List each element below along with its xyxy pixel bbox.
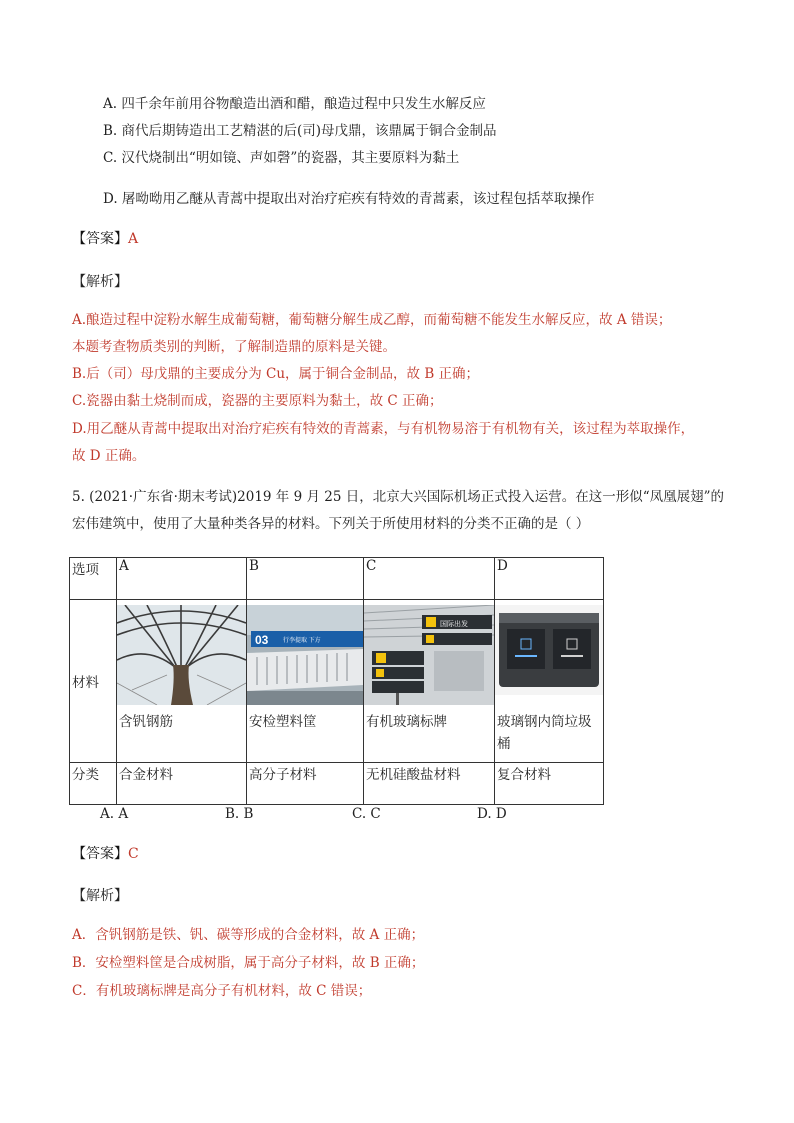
choice-a: A. A <box>100 806 129 822</box>
analysis-1-label: 【解析】 <box>72 274 128 290</box>
answer-label: 【答案】 <box>72 846 128 862</box>
analysis-2-line: A．含钒钢筋是铁、钒、碳等形成的合金材料，故 A 正确； <box>72 927 425 943</box>
gate-sign-text: 行李提取 下方 <box>283 638 321 644</box>
material-b: 安检塑料筐 <box>249 714 317 730</box>
table-cell <box>495 600 604 763</box>
answer-2 <box>72 844 139 864</box>
table-cell: 选项 <box>70 558 117 600</box>
trash-bin-photo <box>495 605 603 705</box>
option-d: D. 屠呦呦用乙醚从青蒿中提取出对治疗疟疾有特效的青蒿素，该过程包括萃取操作 <box>103 191 595 207</box>
choice-c: C. C <box>352 806 381 822</box>
table-cell: A <box>117 558 247 600</box>
table-cell: C <box>364 558 495 600</box>
table-cell <box>364 600 495 763</box>
material-d: 玻璃钢内筒垃圾桶 <box>497 714 592 752</box>
table-row-categories <box>70 763 604 805</box>
analysis-1-line: C.瓷器由黏土烧制而成，瓷器的主要原料为黏土，故 C 正确； <box>72 393 443 409</box>
choice-d: D. D <box>477 806 507 822</box>
analysis-1-line: B.后（司）母戊鼎的主要成分为 Cu，属于铜合金制品，故 B 正确； <box>72 366 480 382</box>
analysis-2-line: B．安检塑料筐是合成树脂，属于高分子材料，故 B 正确； <box>72 955 425 971</box>
table-cell: 高分子材料 <box>247 763 364 805</box>
table-cell: 分类 <box>70 763 117 805</box>
answer-value: A <box>128 231 139 247</box>
table-cell <box>117 600 247 763</box>
answer-1 <box>72 229 138 249</box>
option-b: B. 商代后期铸造出工艺精湛的后(司)母戊鼎，该鼎属于铜合金制品 <box>103 123 497 139</box>
table-cell: B <box>247 558 364 600</box>
table-cell: 复合材料 <box>495 763 604 805</box>
gate-number: 03 <box>255 633 269 647</box>
materials-table <box>69 557 604 805</box>
table-cell: 合金材料 <box>117 763 247 805</box>
material-a: 含钒钢筋 <box>119 714 173 730</box>
answer-label: 【答案】 <box>72 231 128 247</box>
departure-sign-text: 国际出发 <box>440 621 468 628</box>
option-a: A. 四千余年前用谷物酿造出酒和醋，酿造过程中只发生水解反应 <box>103 96 486 112</box>
table-row-materials <box>70 600 604 763</box>
question-5-line1: 5. (2021·广东省·期末考试)2019 年 9 月 25 日，北京大兴国际机场正式投入运营。在这一形似“凤凰展翅”的 <box>72 489 725 505</box>
table-header-row <box>70 558 604 600</box>
analysis-1-line: D.用乙醚从青蒿中提取出对治疗疟疾有特效的青蒿素，与有机物易溶于有机物有关，该过程为萃取操作， <box>72 421 695 437</box>
option-c: C. 汉代烧制出“明如镜、声如磬”的瓷器，其主要原料为黏土 <box>103 150 460 166</box>
table-cell: D <box>495 558 604 600</box>
analysis-1-line: 本题考查物质类别的判断，了解制造鼎的原料是关键。 <box>72 339 396 355</box>
signboard-photo <box>364 605 494 705</box>
answer-value: C <box>128 846 139 862</box>
choice-b: B. B <box>225 806 254 822</box>
table-cell <box>247 600 364 763</box>
question-5-line2: 宏伟建筑中，使用了大量种类各异的材料。下列关于所使用材料的分类不正确的是（ ） <box>72 516 590 532</box>
steel-structure-photo <box>117 605 246 705</box>
analysis-2-line: C．有机玻璃标牌是高分子有机材料，故 C 错误； <box>72 983 372 999</box>
analysis-1-line: 故 D 正确。 <box>72 448 146 464</box>
table-cell: 无机硅酸盐材料 <box>364 763 495 805</box>
material-c: 有机玻璃标牌 <box>366 714 447 730</box>
security-basket-photo <box>247 605 363 705</box>
analysis-2-label: 【解析】 <box>72 888 128 904</box>
analysis-1-line: A.酿造过程中淀粉水解生成葡萄糖，葡萄糖分解生成乙醇，而葡萄糖不能发生水解反应，故 A 错误； <box>72 312 672 328</box>
table-cell: 材料 <box>70 600 117 763</box>
